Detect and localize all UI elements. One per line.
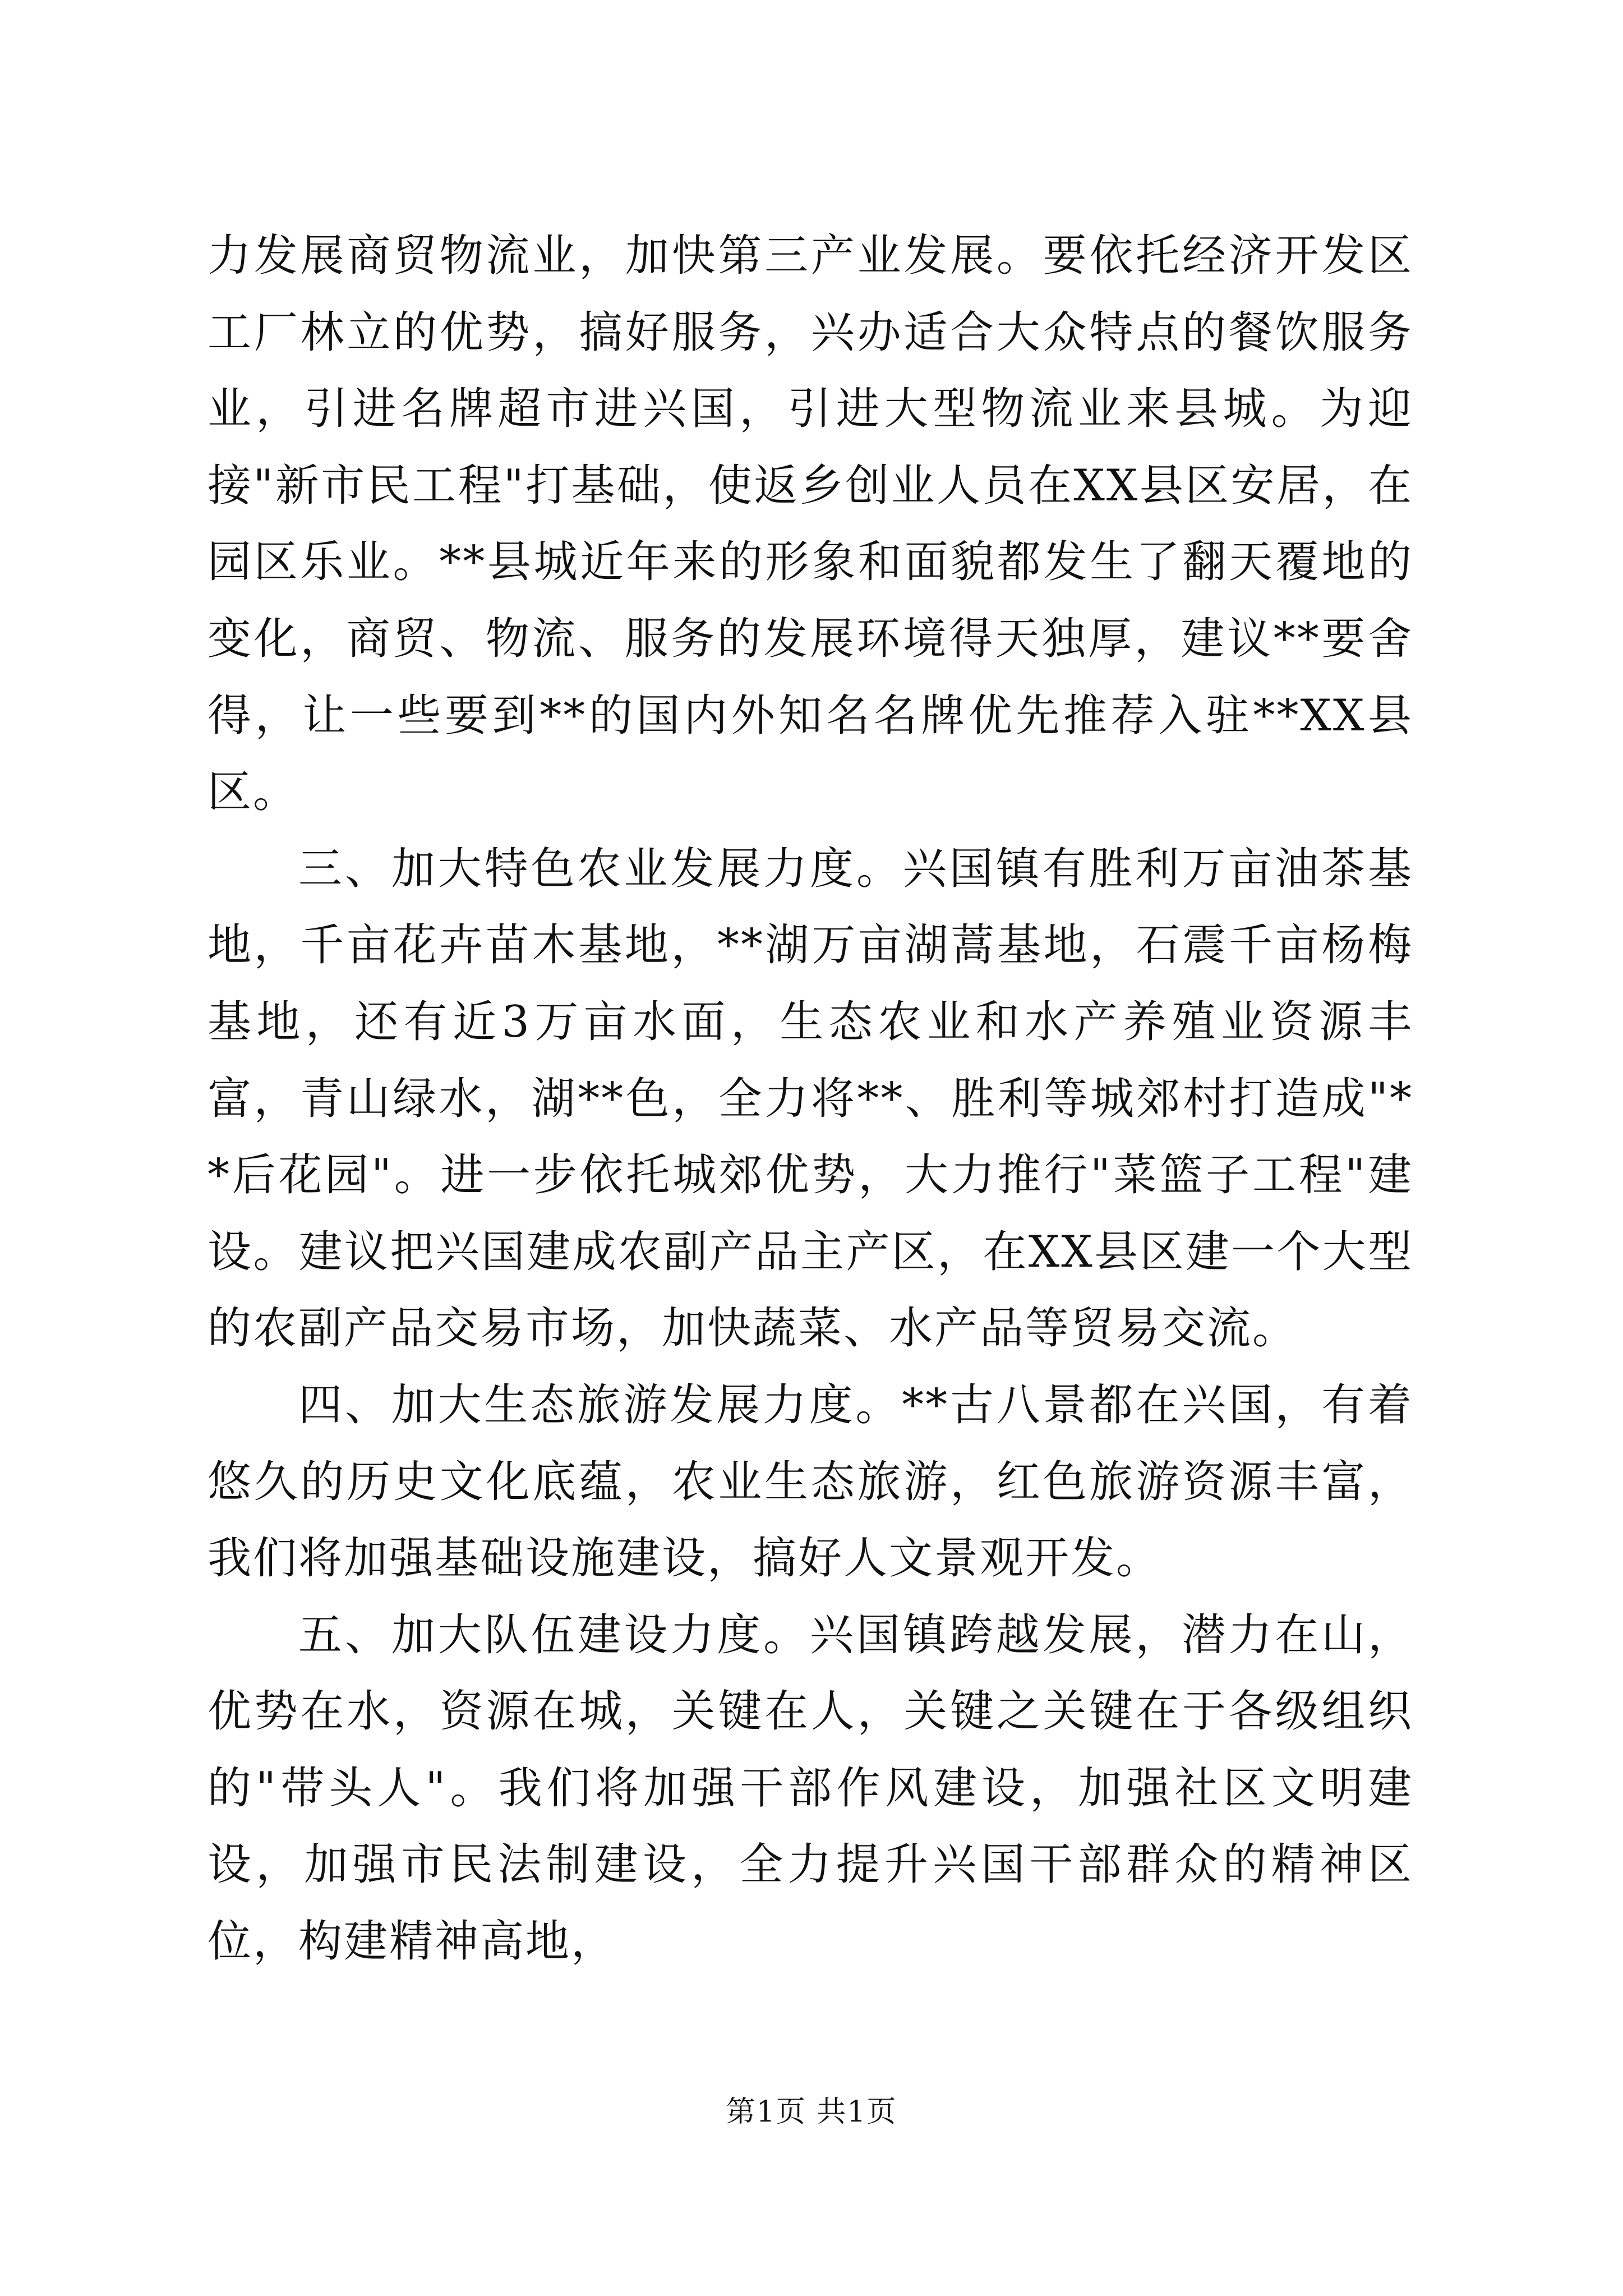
document-body	[208, 218, 1413, 1980]
paragraph-section-3: 三、加大特色农业发展力度。兴国镇有胜利万亩油茶基地，千亩花卉苗木基地，**湖万亩湖蒿基地，石震千亩杨梅基地，还有近3万亩水面，生态农业和水产养殖业资源丰富，青山绿水，湖**色，全力将**、胜利等城郊村打造成"**后花园"。进一步依托城郊优势，大力推行"菜篮子工程"建设。建议把兴国建成农副产品主产区，在XX县区建一个大型的农副产品交易市场，加快蔬菜、水产品等贸易交流。	[208, 843, 1413, 1354]
paragraph-continuation: 力发展商贸物流业，加快第三产业发展。要依托经济开发区工厂林立的优势，搞好服务，兴办适合大众特点的餐饮服务业，引进名牌超市进兴国，引进大型物流业来县城。为迎接"新市民工程"打基础，使返乡创业人员在XX县区安居，在园区乐业。**县城近年来的形象和面貌都发生了翻天覆地的变化，商贸、物流、服务的发展环境得天独厚，建议**要舍得，让一些要到**的国内外知名名牌优先推荐入驻**XX县区。	[208, 231, 1413, 818]
paragraph-section-5: 五、加大队伍建设力度。兴国镇跨越发展，潜力在山，优势在水，资源在城，关键在人，关键之关键在于各级组织的"带头人"。我们将加强干部作风建设，加强社区文明建设，加强市民法制建设，全力提升兴国干部群众的精神区位，构建精神高地，	[208, 1609, 1413, 1967]
paragraph-section-4: 四、加大生态旅游发展力度。**古八景都在兴国，有着悠久的历史文化底蕴，农业生态旅游，红色旅游资源丰富，我们将加强基础设施建设，搞好人文景观开发。	[208, 1379, 1413, 1584]
page-number-footer: 第1页 共1页	[726, 2095, 897, 2129]
